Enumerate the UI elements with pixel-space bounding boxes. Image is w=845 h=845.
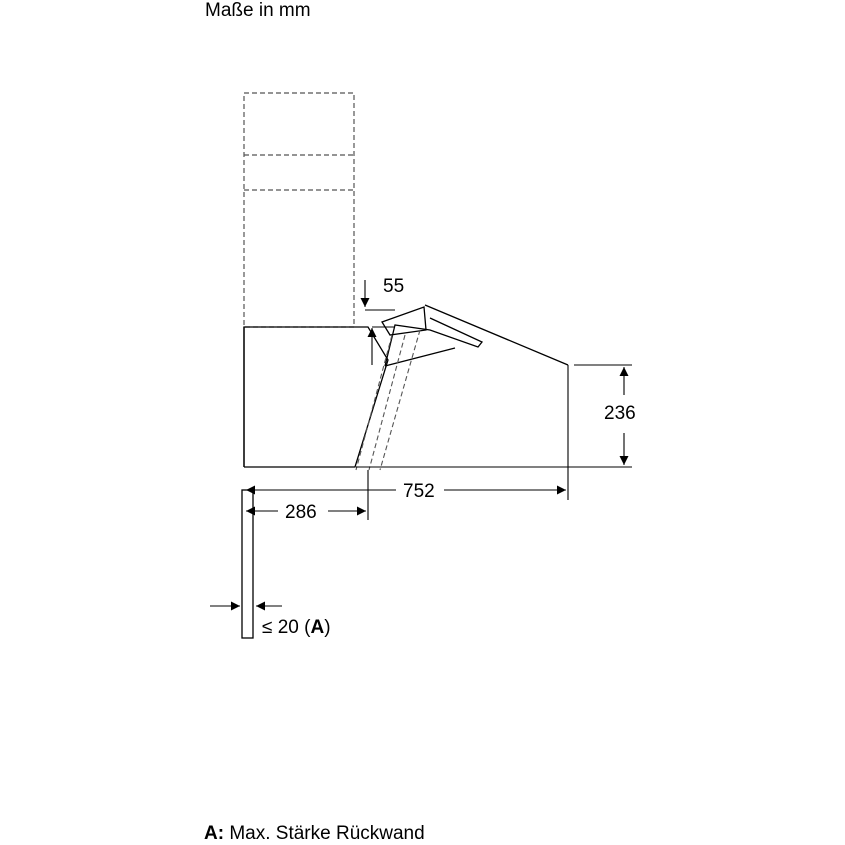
dimension-286-label: 286 [285,502,317,523]
dimension-236-label: 236 [604,403,636,424]
units-caption: Maße in mm [205,0,311,21]
dimension-55-label: 55 [383,276,405,297]
canopy-hinge [382,305,568,366]
hood-body [244,327,388,467]
dimension-752-label: 752 [403,481,435,502]
canopy-glass-dashed [356,330,420,470]
legend-key: A: [204,823,225,844]
legend-text: Max. Stärke Rückwand [224,823,425,844]
rear-wall [242,490,253,638]
dimension-rear-wall-label: ≤ 20 (A) [262,617,331,638]
chimney-duct-dashed [244,93,354,327]
legend-caption [204,823,425,845]
